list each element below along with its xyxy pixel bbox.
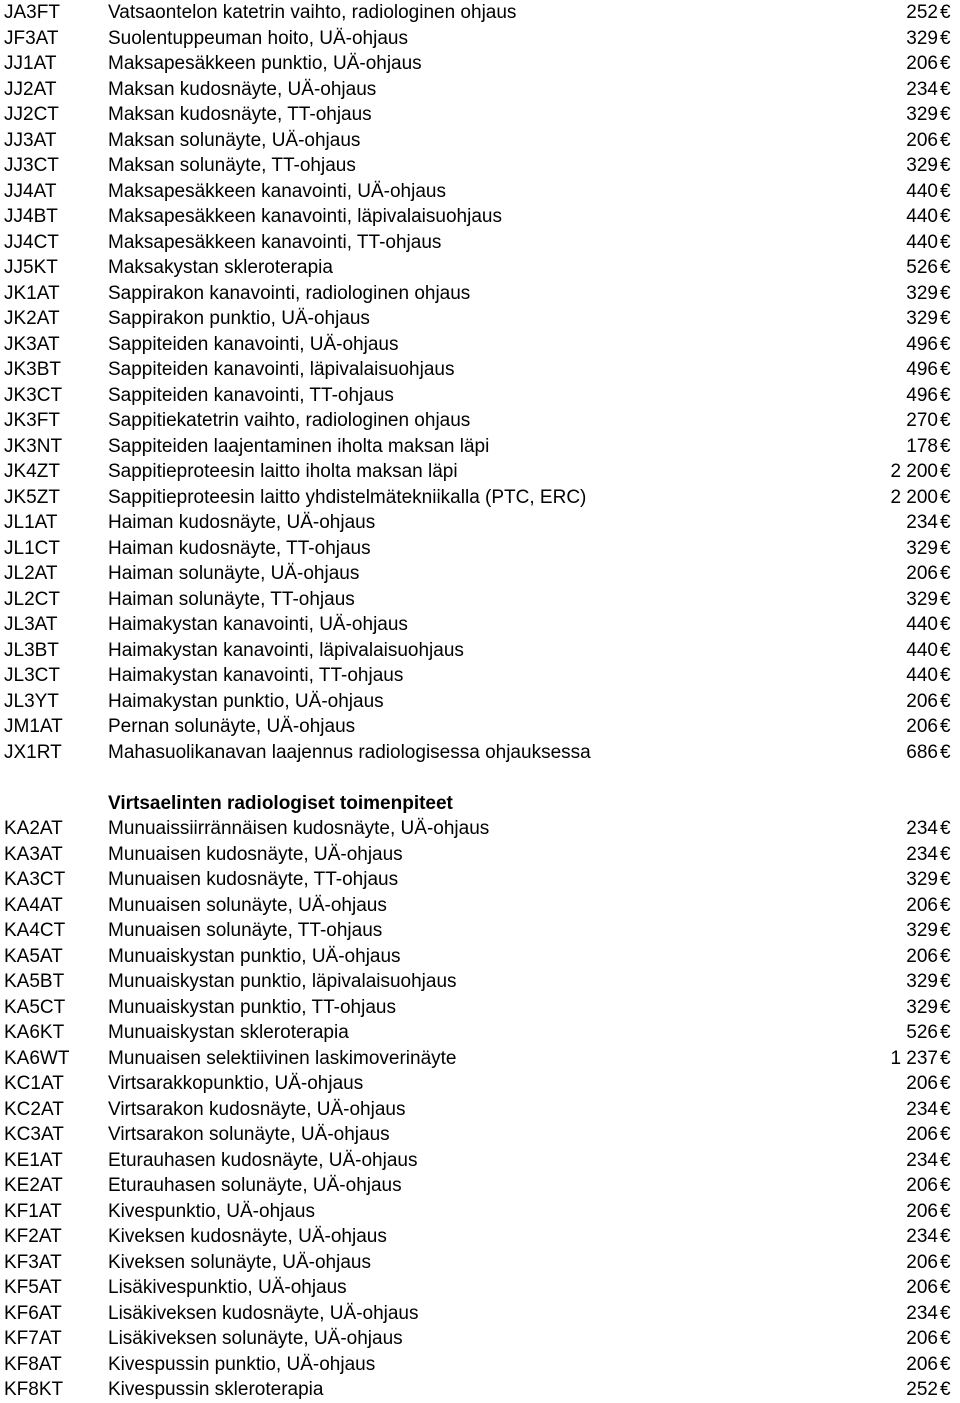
procedure-price: 440 bbox=[906, 231, 938, 253]
procedure-code: JA3FT bbox=[4, 2, 60, 23]
procedure-code: JL2AT bbox=[4, 563, 58, 584]
procedure-price: 178 bbox=[906, 435, 938, 457]
procedure-price: 329 bbox=[906, 996, 938, 1018]
procedure-code: KF8KT bbox=[4, 1379, 64, 1400]
procedure-description: Sappiteiden kanavointi, läpivalaisuohjaus bbox=[108, 359, 455, 380]
price-row bbox=[0, 561, 960, 587]
procedure-price: 234 bbox=[906, 1226, 938, 1247]
price-row bbox=[0, 1173, 960, 1199]
procedure-code: JK3FT bbox=[4, 410, 60, 431]
price-row bbox=[0, 510, 960, 536]
procedure-description: Maksan solunäyte, UÄ-ohjaus bbox=[108, 129, 361, 151]
price-row bbox=[0, 1020, 960, 1046]
procedure-price: 440 bbox=[906, 639, 938, 661]
procedure-code: JL3BT bbox=[4, 639, 59, 661]
euro-symbol: € bbox=[940, 333, 951, 355]
procedure-code: JL3YT bbox=[4, 690, 59, 712]
procedure-price: 206 bbox=[906, 1277, 938, 1298]
procedure-description: Maksapesäkkeen punktio, UÄ-ohjaus bbox=[108, 53, 422, 74]
euro-symbol: € bbox=[940, 1251, 951, 1273]
procedure-price: 234 bbox=[906, 78, 938, 100]
euro-symbol: € bbox=[940, 308, 951, 329]
price-row bbox=[0, 995, 960, 1021]
procedure-code: JJ2AT bbox=[4, 78, 57, 100]
price-row bbox=[0, 434, 960, 460]
euro-symbol: € bbox=[940, 231, 951, 253]
price-row bbox=[0, 306, 960, 332]
euro-symbol: € bbox=[940, 996, 951, 1018]
procedure-price: 206 bbox=[906, 1328, 938, 1349]
procedure-description: Maksapesäkkeen kanavointi, läpivalaisuohjaus bbox=[108, 206, 502, 227]
price-row bbox=[0, 1275, 960, 1301]
procedure-description: Lisäkivespunktio, UÄ-ohjaus bbox=[108, 1277, 347, 1298]
procedure-price: 270 bbox=[906, 410, 938, 431]
euro-symbol: € bbox=[940, 614, 951, 635]
euro-symbol: € bbox=[940, 1328, 951, 1349]
euro-symbol: € bbox=[940, 155, 951, 176]
euro-symbol: € bbox=[940, 665, 951, 686]
euro-symbol: € bbox=[940, 180, 951, 202]
euro-symbol: € bbox=[940, 843, 951, 865]
euro-symbol: € bbox=[940, 971, 951, 992]
procedure-code: KE1AT bbox=[4, 1149, 63, 1171]
price-row bbox=[0, 332, 960, 358]
euro-symbol: € bbox=[940, 282, 951, 304]
price-row bbox=[0, 153, 960, 179]
procedure-price: 329 bbox=[906, 282, 938, 304]
procedure-description: Suolentuppeuman hoito, UÄ-ohjaus bbox=[108, 27, 408, 49]
procedure-price: 206 bbox=[906, 1200, 938, 1222]
procedure-code: JJ4CT bbox=[4, 231, 59, 253]
euro-symbol: € bbox=[940, 461, 951, 482]
procedure-price: 206 bbox=[906, 53, 938, 74]
procedure-price: 329 bbox=[906, 920, 938, 941]
price-row bbox=[0, 1224, 960, 1250]
euro-symbol: € bbox=[940, 894, 951, 916]
euro-symbol: € bbox=[940, 1277, 951, 1298]
euro-symbol: € bbox=[940, 257, 951, 278]
procedure-description: Munuaiskystan punktio, TT-ohjaus bbox=[108, 996, 396, 1018]
price-row bbox=[0, 638, 960, 664]
procedure-code: KA3AT bbox=[4, 843, 63, 865]
price-row bbox=[0, 26, 960, 52]
section-spacer bbox=[0, 765, 960, 791]
procedure-description: Mahasuolikanavan laajennus radiologisessa ohjauksessa bbox=[108, 741, 591, 763]
procedure-code: KA3CT bbox=[4, 869, 66, 890]
procedure-code: JL3CT bbox=[4, 665, 60, 686]
euro-symbol: € bbox=[940, 486, 951, 508]
euro-symbol: € bbox=[940, 1353, 951, 1375]
price-row bbox=[0, 969, 960, 995]
procedure-code: JK3AT bbox=[4, 333, 60, 355]
procedure-price: 206 bbox=[906, 690, 938, 712]
procedure-code: KA5CT bbox=[4, 996, 66, 1018]
price-row bbox=[0, 1122, 960, 1148]
procedure-description: Lisäkiveksen kudosnäyte, UÄ-ohjaus bbox=[108, 1302, 419, 1324]
procedure-description: Sappitiekatetrin vaihto, radiologinen ohjaus bbox=[108, 410, 471, 431]
euro-symbol: € bbox=[940, 588, 951, 610]
procedure-price: 234 bbox=[906, 1302, 938, 1324]
euro-symbol: € bbox=[940, 359, 951, 380]
euro-symbol: € bbox=[940, 1124, 951, 1145]
procedure-description: Maksan solunäyte, TT-ohjaus bbox=[108, 155, 356, 176]
procedure-code: KA4AT bbox=[4, 894, 63, 916]
procedure-code: JM1AT bbox=[4, 716, 63, 737]
procedure-price: 329 bbox=[906, 104, 938, 125]
price-row bbox=[0, 536, 960, 562]
price-row bbox=[0, 714, 960, 740]
procedure-price: 686 bbox=[906, 741, 938, 763]
procedure-description: Munuaisen kudosnäyte, TT-ohjaus bbox=[108, 869, 399, 890]
euro-symbol: € bbox=[940, 435, 951, 457]
procedure-code: KA5AT bbox=[4, 945, 63, 967]
procedure-description: Virtsarakkopunktio, UÄ-ohjaus bbox=[108, 1073, 364, 1094]
procedure-code: KF8AT bbox=[4, 1353, 62, 1375]
price-row bbox=[0, 1199, 960, 1225]
price-row bbox=[0, 0, 960, 26]
procedure-description: Maksan kudosnäyte, UÄ-ohjaus bbox=[108, 78, 377, 100]
euro-symbol: € bbox=[940, 206, 951, 227]
procedure-code: KC2AT bbox=[4, 1098, 64, 1120]
price-row bbox=[0, 842, 960, 868]
procedure-price: 329 bbox=[906, 588, 938, 610]
procedure-code: JK4ZT bbox=[4, 461, 60, 482]
procedure-price: 329 bbox=[906, 308, 938, 329]
price-row bbox=[0, 408, 960, 434]
procedure-description: Kivespussin punktio, UÄ-ohjaus bbox=[108, 1353, 376, 1375]
procedure-code: JK3BT bbox=[4, 359, 62, 380]
procedure-price: 206 bbox=[906, 1353, 938, 1375]
euro-symbol: € bbox=[940, 1379, 951, 1400]
procedure-description: Sappirakon punktio, UÄ-ohjaus bbox=[108, 308, 370, 329]
procedure-code: JX1RT bbox=[4, 741, 62, 763]
procedure-price: 329 bbox=[906, 27, 938, 49]
procedure-description: Kivespussin skleroterapia bbox=[108, 1379, 324, 1400]
euro-symbol: € bbox=[940, 1200, 951, 1222]
procedure-description: Virtsarakon kudosnäyte, UÄ-ohjaus bbox=[108, 1098, 406, 1120]
procedure-code: JJ4AT bbox=[4, 180, 57, 202]
euro-symbol: € bbox=[940, 869, 951, 890]
procedure-description: Maksakystan skleroterapia bbox=[108, 257, 333, 278]
euro-symbol: € bbox=[940, 53, 951, 74]
procedure-price: 234 bbox=[906, 843, 938, 865]
procedure-description: Kivespunktio, UÄ-ohjaus bbox=[108, 1200, 315, 1222]
procedure-description: Virtsarakon solunäyte, UÄ-ohjaus bbox=[108, 1124, 390, 1145]
procedure-code: KF6AT bbox=[4, 1302, 62, 1324]
euro-symbol: € bbox=[940, 129, 951, 151]
procedure-code: JJ1AT bbox=[4, 53, 57, 74]
section-heading: Virtsaelinten radiologiset toimenpiteet bbox=[108, 792, 453, 814]
procedure-code: JK2AT bbox=[4, 308, 60, 329]
procedure-description: Vatsaontelon katetrin vaihto, radiologinen ohjaus bbox=[108, 2, 517, 23]
procedure-description: Kiveksen solunäyte, UÄ-ohjaus bbox=[108, 1251, 371, 1273]
price-row bbox=[0, 663, 960, 689]
price-row bbox=[0, 102, 960, 128]
procedure-price: 206 bbox=[906, 945, 938, 967]
procedure-code: JF3AT bbox=[4, 27, 59, 49]
euro-symbol: € bbox=[940, 690, 951, 712]
procedure-description: Maksapesäkkeen kanavointi, UÄ-ohjaus bbox=[108, 180, 446, 202]
procedure-description: Haiman kudosnäyte, TT-ohjaus bbox=[108, 537, 371, 559]
procedure-price: 206 bbox=[906, 129, 938, 151]
procedure-code: KF5AT bbox=[4, 1277, 62, 1298]
euro-symbol: € bbox=[940, 104, 951, 125]
procedure-price: 329 bbox=[906, 971, 938, 992]
procedure-price: 440 bbox=[906, 180, 938, 202]
price-row bbox=[0, 893, 960, 919]
procedure-price: 206 bbox=[906, 1124, 938, 1145]
euro-symbol: € bbox=[940, 1302, 951, 1324]
euro-symbol: € bbox=[940, 741, 951, 763]
procedure-description: Maksan kudosnäyte, TT-ohjaus bbox=[108, 104, 372, 125]
procedure-code: KA6KT bbox=[4, 1022, 65, 1043]
euro-symbol: € bbox=[940, 1073, 951, 1094]
procedure-description: Sappirakon kanavointi, radiologinen ohjaus bbox=[108, 282, 471, 304]
procedure-description: Eturauhasen kudosnäyte, UÄ-ohjaus bbox=[108, 1149, 418, 1171]
procedure-description: Sappiteiden kanavointi, UÄ-ohjaus bbox=[108, 333, 399, 355]
price-row bbox=[0, 179, 960, 205]
euro-symbol: € bbox=[940, 27, 951, 49]
procedure-description: Haimakystan punktio, UÄ-ohjaus bbox=[108, 690, 384, 712]
price-row bbox=[0, 918, 960, 944]
price-row bbox=[0, 1046, 960, 1072]
procedure-price: 206 bbox=[906, 563, 938, 584]
procedure-code: KA6WT bbox=[4, 1047, 70, 1069]
price-row bbox=[0, 1326, 960, 1352]
price-row bbox=[0, 485, 960, 511]
euro-symbol: € bbox=[940, 410, 951, 431]
procedure-price: 252 bbox=[906, 1379, 938, 1400]
price-row bbox=[0, 816, 960, 842]
procedure-price: 206 bbox=[906, 716, 938, 737]
procedure-code: JJ5KT bbox=[4, 257, 58, 278]
procedure-price: 234 bbox=[906, 818, 938, 839]
euro-symbol: € bbox=[940, 716, 951, 737]
procedure-description: Haimakystan kanavointi, UÄ-ohjaus bbox=[108, 614, 408, 635]
price-row bbox=[0, 612, 960, 638]
procedure-code: JK1AT bbox=[4, 282, 60, 304]
procedure-description: Sappiteiden laajentaminen iholta maksan läpi bbox=[108, 435, 490, 457]
procedure-description: Munuaiskystan punktio, UÄ-ohjaus bbox=[108, 945, 401, 967]
procedure-price: 526 bbox=[906, 257, 938, 278]
price-row bbox=[0, 1097, 960, 1123]
procedure-description: Sappitieproteesin laitto iholta maksan läpi bbox=[108, 461, 458, 482]
price-row bbox=[0, 1148, 960, 1174]
procedure-description: Haimakystan kanavointi, TT-ohjaus bbox=[108, 665, 404, 686]
euro-symbol: € bbox=[940, 78, 951, 100]
procedure-description: Munuaisen kudosnäyte, UÄ-ohjaus bbox=[108, 843, 403, 865]
euro-symbol: € bbox=[940, 563, 951, 584]
price-row bbox=[0, 204, 960, 230]
price-row bbox=[0, 77, 960, 103]
procedure-price: 234 bbox=[906, 1149, 938, 1171]
euro-symbol: € bbox=[940, 1175, 951, 1196]
procedure-description: Eturauhasen solunäyte, UÄ-ohjaus bbox=[108, 1175, 402, 1196]
procedure-price: 440 bbox=[906, 206, 938, 227]
price-row bbox=[0, 867, 960, 893]
procedure-price: 440 bbox=[906, 665, 938, 686]
price-row bbox=[0, 357, 960, 383]
procedure-price: 234 bbox=[906, 512, 938, 533]
procedure-description: Sappiteiden kanavointi, TT-ohjaus bbox=[108, 384, 394, 406]
procedure-price: 526 bbox=[906, 1022, 938, 1043]
procedure-code: KF2AT bbox=[4, 1226, 62, 1247]
price-row bbox=[0, 383, 960, 409]
procedure-code: JL1AT bbox=[4, 512, 58, 533]
euro-symbol: € bbox=[940, 945, 951, 967]
price-row bbox=[0, 255, 960, 281]
price-row bbox=[0, 689, 960, 715]
price-row bbox=[0, 740, 960, 766]
euro-symbol: € bbox=[940, 639, 951, 661]
price-row bbox=[0, 587, 960, 613]
procedure-code: KA2AT bbox=[4, 818, 63, 839]
procedure-code: JK3CT bbox=[4, 384, 63, 406]
procedure-code: JJ3AT bbox=[4, 129, 57, 151]
procedure-description: Pernan solunäyte, UÄ-ohjaus bbox=[108, 716, 356, 737]
procedure-code: JJ4BT bbox=[4, 206, 58, 227]
procedure-price: 206 bbox=[906, 1073, 938, 1094]
procedure-code: KC1AT bbox=[4, 1073, 64, 1094]
price-row bbox=[0, 1250, 960, 1276]
price-row bbox=[0, 128, 960, 154]
procedure-price: 206 bbox=[906, 1251, 938, 1273]
procedure-code: JJ2CT bbox=[4, 104, 59, 125]
euro-symbol: € bbox=[940, 1047, 951, 1069]
procedure-description: Haiman solunäyte, TT-ohjaus bbox=[108, 588, 355, 610]
price-row bbox=[0, 1352, 960, 1378]
procedure-code: JK5ZT bbox=[4, 486, 60, 508]
procedure-price: 252 bbox=[906, 2, 938, 23]
procedure-code: KA5BT bbox=[4, 971, 65, 992]
procedure-code: JJ3CT bbox=[4, 155, 59, 176]
procedure-code: KE2AT bbox=[4, 1175, 63, 1196]
procedure-code: KF7AT bbox=[4, 1328, 62, 1349]
procedure-code: JK3NT bbox=[4, 435, 63, 457]
price-row bbox=[0, 230, 960, 256]
procedure-description: Maksapesäkkeen kanavointi, TT-ohjaus bbox=[108, 231, 442, 253]
procedure-price: 234 bbox=[906, 1098, 938, 1120]
price-row bbox=[0, 1301, 960, 1327]
procedure-code: JL1CT bbox=[4, 537, 60, 559]
procedure-description: Lisäkiveksen solunäyte, UÄ-ohjaus bbox=[108, 1328, 403, 1349]
procedure-price: 496 bbox=[906, 384, 938, 406]
procedure-price: 206 bbox=[906, 894, 938, 916]
euro-symbol: € bbox=[940, 818, 951, 839]
procedure-code: JL3AT bbox=[4, 614, 58, 635]
procedure-code: KF1AT bbox=[4, 1200, 62, 1222]
procedure-code: KC3AT bbox=[4, 1124, 64, 1145]
euro-symbol: € bbox=[940, 1098, 951, 1120]
procedure-price: 2 200 bbox=[890, 486, 938, 508]
euro-symbol: € bbox=[940, 1149, 951, 1171]
price-row bbox=[0, 51, 960, 77]
procedure-code: KA4CT bbox=[4, 920, 66, 941]
procedure-description: Haiman kudosnäyte, UÄ-ohjaus bbox=[108, 512, 376, 533]
price-row bbox=[0, 944, 960, 970]
section-procedures-urinary bbox=[0, 816, 960, 1403]
euro-symbol: € bbox=[940, 1022, 951, 1043]
procedure-price: 496 bbox=[906, 359, 938, 380]
procedure-description: Munuaisen selektiivinen laskimoverinäyte bbox=[108, 1047, 457, 1069]
euro-symbol: € bbox=[940, 920, 951, 941]
procedure-price: 440 bbox=[906, 614, 938, 635]
procedure-description: Sappitieproteesin laitto yhdistelmätekniikalla (PTC, ERC) bbox=[108, 486, 587, 508]
price-row bbox=[0, 1071, 960, 1097]
procedure-price: 2 200 bbox=[890, 461, 938, 482]
procedure-price: 1 237 bbox=[890, 1047, 938, 1069]
price-row bbox=[0, 281, 960, 307]
procedure-description: Haimakystan kanavointi, läpivalaisuohjaus bbox=[108, 639, 464, 661]
procedure-price: 329 bbox=[906, 869, 938, 890]
price-row bbox=[0, 459, 960, 485]
euro-symbol: € bbox=[940, 537, 951, 559]
procedure-description: Munuaisen solunäyte, UÄ-ohjaus bbox=[108, 894, 387, 916]
procedure-description: Haiman solunäyte, UÄ-ohjaus bbox=[108, 563, 360, 584]
procedure-price: 206 bbox=[906, 1175, 938, 1196]
euro-symbol: € bbox=[940, 2, 951, 23]
procedure-description: Munuaissiirrännäisen kudosnäyte, UÄ-ohjaus bbox=[108, 818, 490, 839]
procedure-description: Munuaiskystan punktio, läpivalaisuohjaus bbox=[108, 971, 457, 992]
procedure-price: 496 bbox=[906, 333, 938, 355]
procedure-description: Munuaisen solunäyte, TT-ohjaus bbox=[108, 920, 383, 941]
procedure-price: 329 bbox=[906, 537, 938, 559]
procedure-code: JL2CT bbox=[4, 588, 60, 610]
section-heading-row bbox=[0, 791, 960, 817]
euro-symbol: € bbox=[940, 1226, 951, 1247]
procedure-price: 329 bbox=[906, 155, 938, 176]
procedure-description: Munuaiskystan skleroterapia bbox=[108, 1022, 349, 1043]
procedure-code: KF3AT bbox=[4, 1251, 62, 1273]
euro-symbol: € bbox=[940, 384, 951, 406]
euro-symbol: € bbox=[940, 512, 951, 533]
procedure-description: Kiveksen kudosnäyte, UÄ-ohjaus bbox=[108, 1226, 387, 1247]
